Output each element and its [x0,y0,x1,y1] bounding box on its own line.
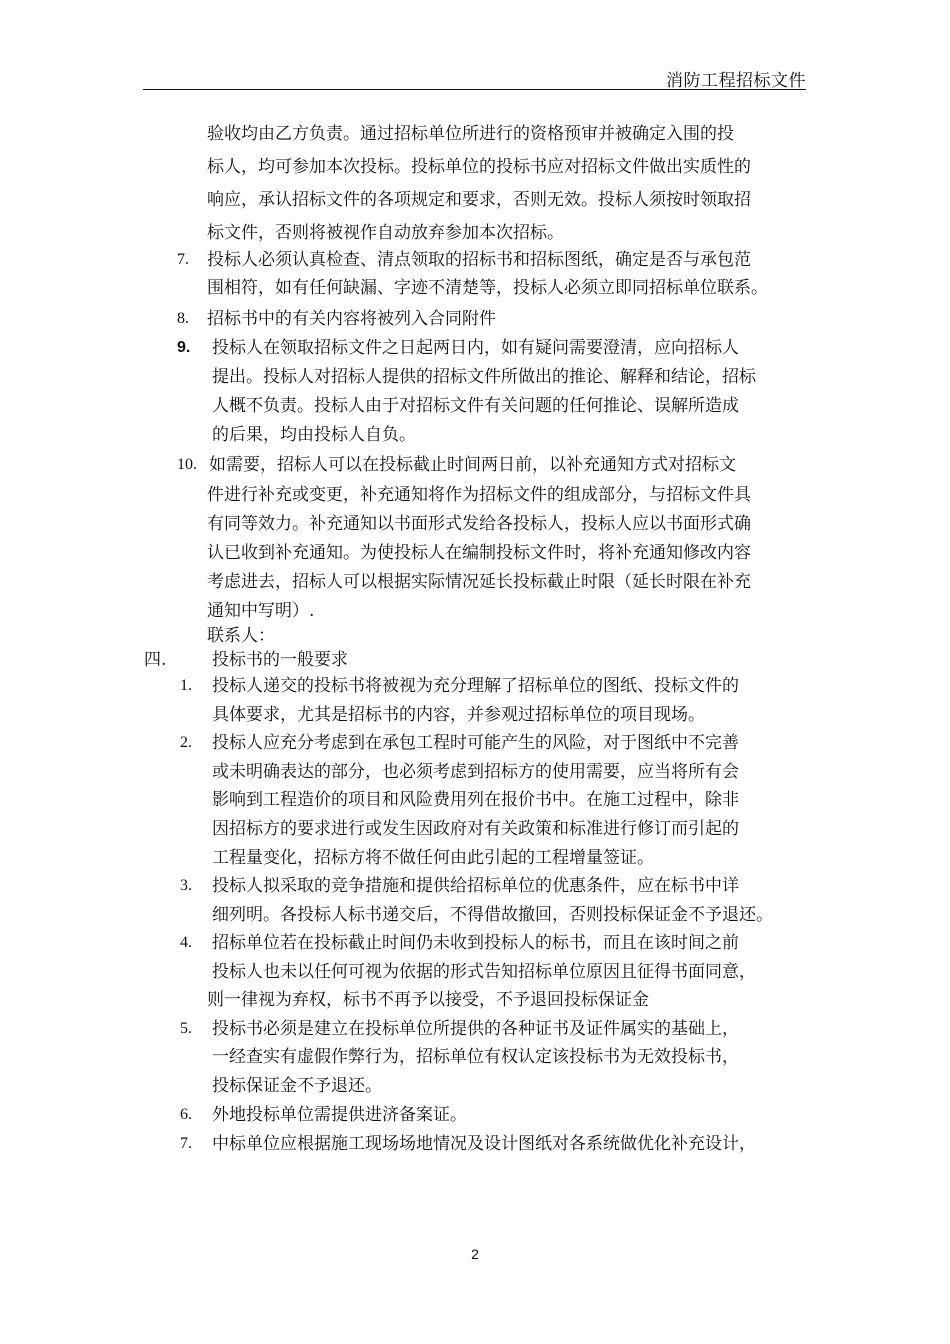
list-item-number: 1. [180,677,192,694]
document-title: 消防工程招标文件 [666,71,806,91]
list-item-line: 中标单位应根据施工现场场地情况及设计图纸对各系统做优化补充设计， [212,1134,756,1154]
paragraph-line: 标文件，否则将被视作自动放弃参加本次招标。 [207,223,564,243]
list-item-line: 投标人在领取招标文件之日起两日内，如有疑问需要澄清，应向招标人 [212,338,739,358]
paragraph-line: 验收均由乙方负责。通过招标单位所进行的资格预审并被确定入围的投 [207,124,734,144]
list-item-line: 考虑进去，招标人可以根据实际情况延长投标截止时限（延长时限在补充 [207,572,751,592]
list-item-line: 投标人应充分考虑到在承包工程时可能产生的风险，对于图纸中不完善 [212,733,739,753]
section-heading: 投标书的一般要求 [212,650,348,670]
page-number: 2 [471,1246,479,1262]
contact-label: 联系人： [207,626,275,646]
list-item-line: 提出。投标人对招标人提供的招标文件所做出的推论、解释和结论，招标 [212,367,756,387]
list-item-line: 因招标方的要求进行或发生因政府对有关政策和标准进行修订而引起的 [212,819,739,839]
list-item-number: 7. [180,1135,192,1152]
list-item-line: 影响到工程造价的项目和风险费用列在报价书中。在施工过程中，除非 [212,790,739,810]
list-item-line: 件进行补充或变更，补充通知将作为招标文件的组成部分，与招标文件具 [207,485,751,505]
list-item-line: 招标单位若在投标截止时间仍未收到投标人的标书，而且在该时间之前 [212,933,739,953]
paragraph-line: 标人，均可参加本次投标。投标单位的投标书应对招标文件做出实质性的 [207,157,751,177]
list-item-line: 具体要求，尤其是招标书的内容，并参观过招标单位的项目现场。 [212,705,705,725]
list-item-line: 投标保证金不予退还。 [212,1076,382,1096]
list-item-line: 一经查实有虚假作弊行为，招标单位有权认定该投标书为无效投标书， [212,1047,739,1067]
header-divider [143,89,806,90]
list-item-line: 细列明。各投标人标书递交后，不得借故撤回，否则投标保证金不予退还。 [212,905,773,925]
list-item-line: 或未明确表达的部分，也必须考虑到招标方的使用需要，应当将所有会 [212,762,739,782]
list-item-number: 3. [180,877,192,894]
list-item-line: 的后果，均由投标人自负。 [212,425,416,445]
list-item-line: 认已收到补充通知。为使投标人在编制投标文件时，将补充通知修改内容 [207,543,751,563]
list-item-number: 10. [177,456,197,473]
list-item-number: 5. [180,1020,192,1037]
list-item-line: 则一律视为弃权，标书不再予以接受，不予退回投标保证金 [207,990,649,1010]
list-item-number: 6. [180,1106,192,1123]
list-item-line: 投标人也未以任何可视为依据的形式告知招标单位原因且征得书面同意， [212,962,756,982]
list-item-line: 投标人拟采取的竞争措施和提供给招标单位的优惠条件，应在标书中详 [212,876,739,896]
list-item-line: 投标人必须认真检查、清点领取的招标书和招标图纸，确定是否与承包范 [207,250,751,270]
list-item-number: 4. [180,934,192,951]
list-item-line: 投标书必须是建立在投标单位所提供的各种证书及证件属实的基础上， [212,1019,739,1039]
list-item-line: 如需要，招标人可以在投标截止时间两日前，以补充通知方式对招标文 [209,455,736,475]
list-item-number: 2. [180,734,192,751]
list-item-line: 有同等效力。补充通知以书面形式发给各投标人，投标人应以书面形式确 [207,514,751,534]
list-item-line: 工程量变化，招标方将不做任何由此引起的工程增量签证。 [212,848,654,868]
section-number: 四. [144,650,167,670]
list-item-line: 招标书中的有关内容将被列入合同附件 [207,309,496,329]
paragraph-line: 响应，承认招标文件的各项规定和要求，否则无效。投标人须按时领取招 [207,190,751,210]
list-item-line: 围相符，如有任何缺漏、字迹不清楚等，投标人必须立即同招标单位联系。 [207,278,768,298]
list-item-number: 7. [177,251,189,268]
list-item-line: 人概不负责。投标人由于对招标文件有关问题的任何推论、误解所造成 [212,396,739,416]
list-item-number: 8. [177,310,189,327]
list-item-line: 外地投标单位需提供进济备案证。 [212,1105,467,1125]
list-item-line: 投标人递交的投标书将被视为充分理解了招标单位的图纸、投标文件的 [212,676,739,696]
list-item-number: 9. [177,339,191,356]
list-item-line: 通知中写明）. [207,601,315,621]
